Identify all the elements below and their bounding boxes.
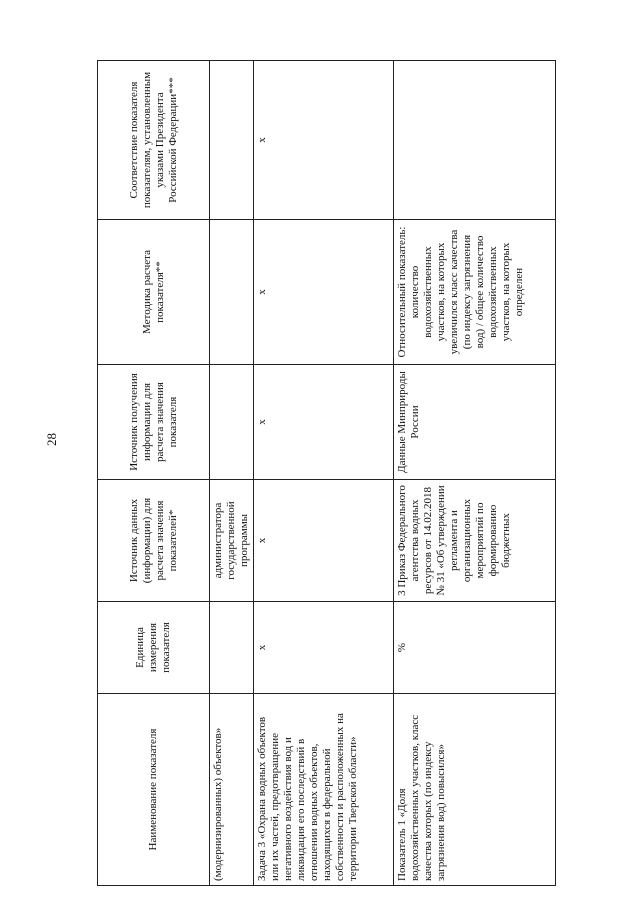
table-cell: Задача 3 «Охрана водных объектов или их частей, предотвращение негативного воздействия вод и ликвидация его последствий в отношении водных объектов, находящихся в федеральной собственности и расположенных на территории Тверской области»: [254, 694, 394, 886]
table-cell: 3 Приказ Федерального агентства водных ресурсов от 14.02.2018 № 31 «Об утверждении регламента и организационных мероприятий по формированию бюджетных: [394, 480, 556, 602]
table-cell: Данные Минприроды России: [394, 365, 556, 480]
table-cell: [394, 61, 556, 220]
header-info-source: Источник получения информации для расчета значения показателя: [98, 365, 210, 480]
table-cell: [210, 220, 254, 365]
table-cell: (модернизированных) объектов»: [210, 694, 254, 886]
table-cell: х: [254, 480, 394, 602]
table-cell: [210, 602, 254, 694]
document-table: [97, 61, 547, 886]
table-cell: [210, 61, 254, 220]
table-cell: %: [394, 602, 556, 694]
table-cell: х: [254, 61, 394, 220]
header-decree-compliance: Соответствие показателя показателям, установленным указами Президента Российской Федерации***: [98, 61, 210, 220]
header-method: Методика расчета показателя**: [98, 220, 210, 365]
table-cell: администратора государственной программы: [210, 480, 254, 602]
table-row: [210, 61, 254, 886]
table-cell: Относительный показатель: количество водохозяйственных участков, на которых увеличился класс качества (по индексу загрязнения вод) / общее количество водохозяйственных участков, на которых определен: [394, 220, 556, 365]
table-cell: [210, 365, 254, 480]
table-cell: х: [254, 602, 394, 694]
header-indicator-name: Наименование показателя: [98, 694, 210, 886]
table-cell: Показатель 1 «Доля водохозяйственных участков, класс качества которых (по индексу загрязнения вод) повысился»: [394, 694, 556, 886]
table-cell: х: [254, 220, 394, 365]
table-cell: х: [254, 365, 394, 480]
header-unit: Единица измерения показателя: [98, 602, 210, 694]
table-row: [254, 61, 394, 886]
page-number: 28: [44, 433, 59, 446]
header-data-source: Источник данных (информации) для расчета значения показателей*: [98, 480, 210, 602]
table-row: [394, 61, 556, 886]
